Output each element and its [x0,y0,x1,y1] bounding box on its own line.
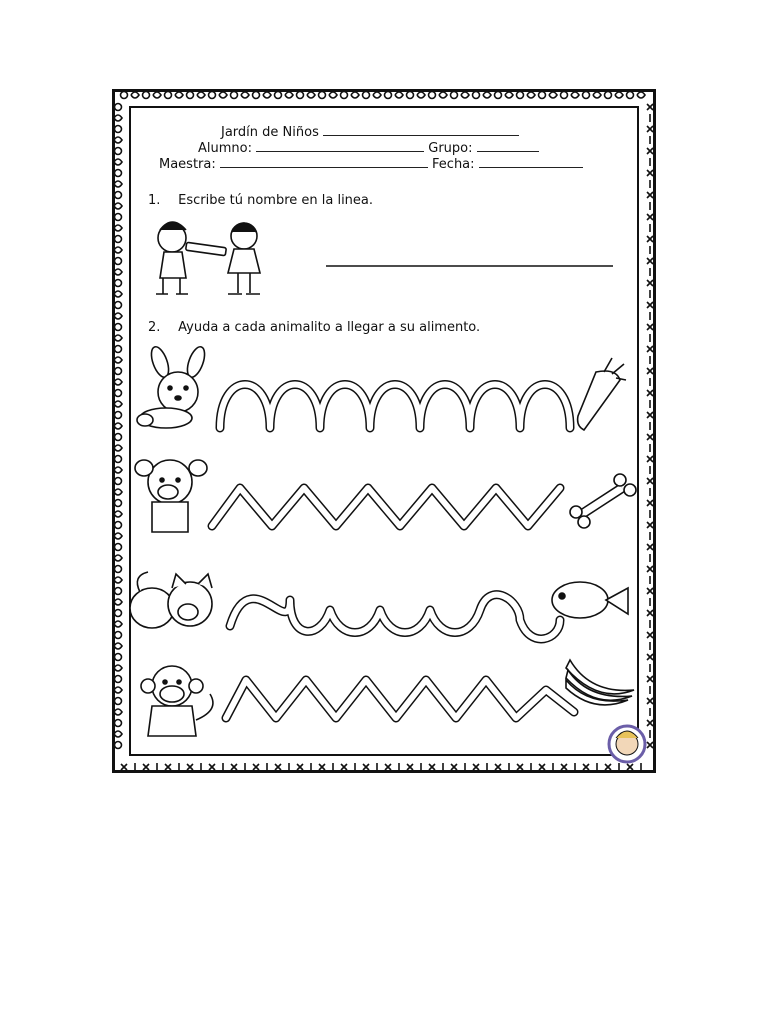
carrot-icon [578,358,626,430]
question-number: 1. [148,193,161,208]
question-number: 2. [148,320,161,335]
date-label: Fecha: [432,157,475,172]
student-label: Alumno: [198,141,252,156]
monkey-icon [141,666,213,736]
dog-icon [135,460,207,532]
bone-icon [570,474,636,528]
rabbit-icon [137,345,208,428]
question-text: Ayuda a cada animalito a llegar a su alimento. [178,320,481,335]
author-logo-icon [609,726,645,762]
question-text: Escribe tú nombre en la linea. [178,193,374,208]
bananas-icon [566,660,634,705]
children-with-pencil-icon [156,222,260,294]
fish-icon [552,582,628,618]
kindergarten-label: Jardín de Niños [221,125,319,140]
teacher-label: Maestra: [159,157,216,172]
group-label: Grupo: [428,141,473,156]
cat-icon [130,572,212,628]
